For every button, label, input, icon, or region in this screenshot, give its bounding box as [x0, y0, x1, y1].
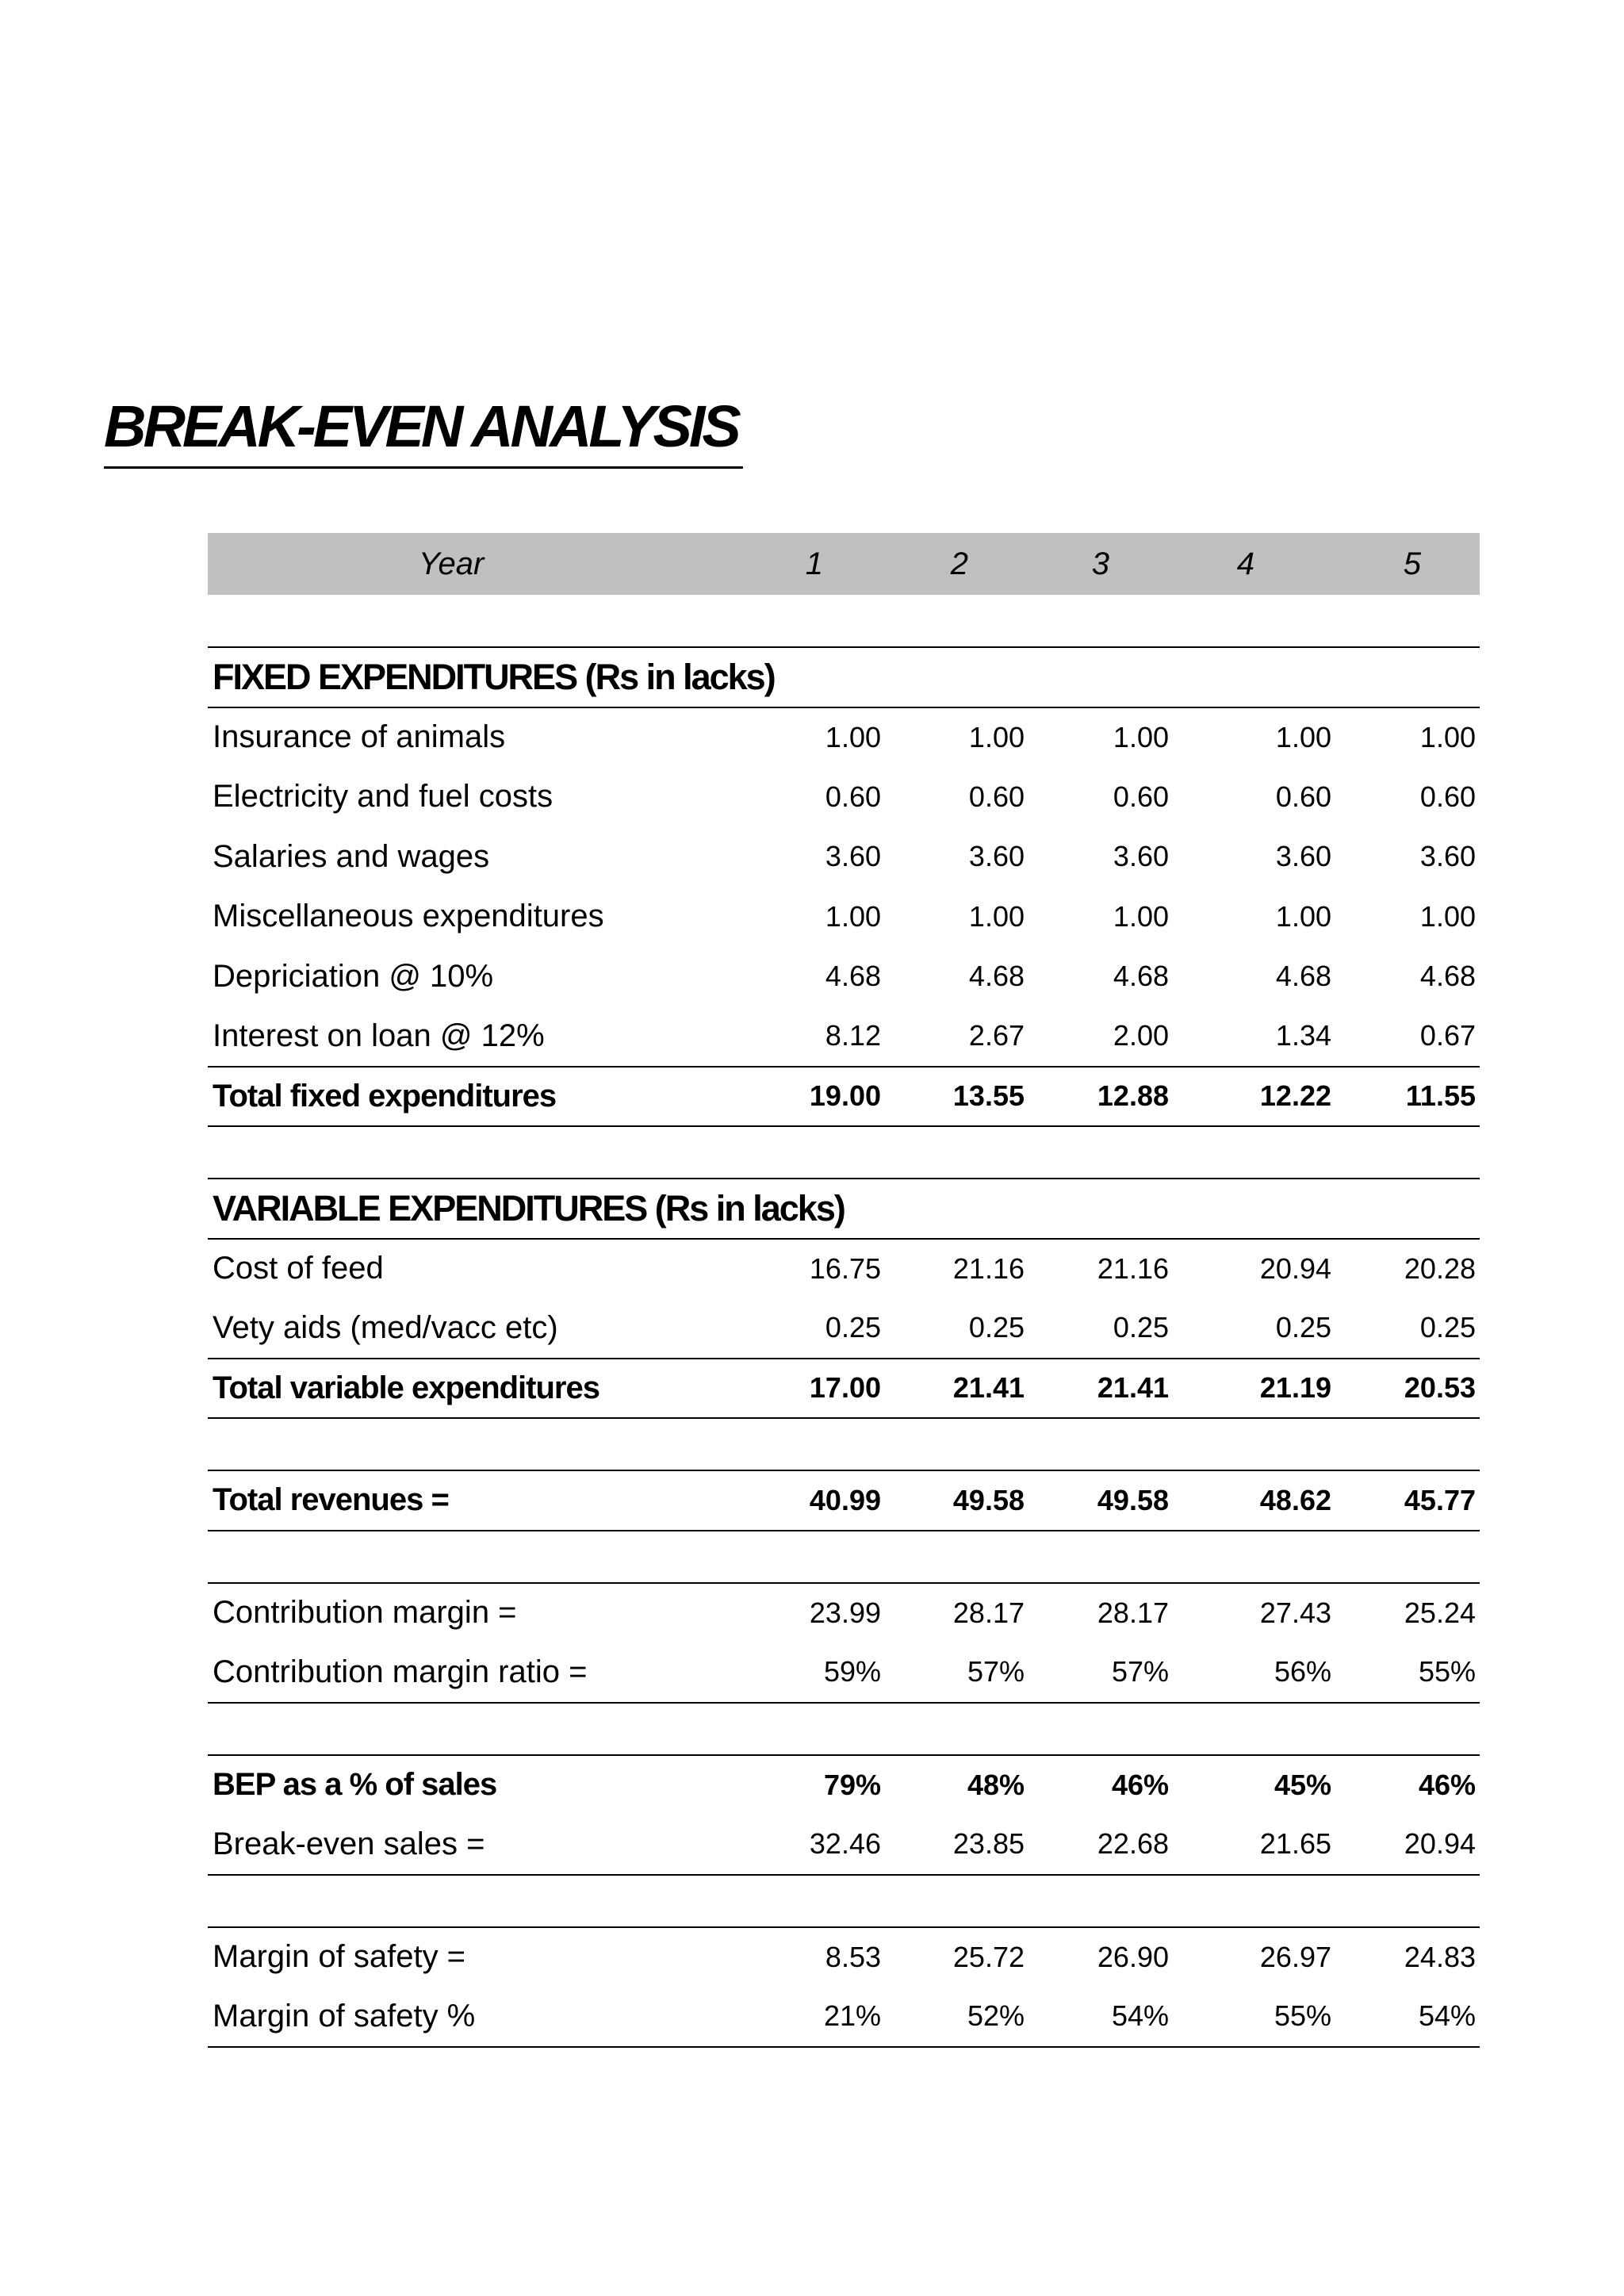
- cell-value: 32.46: [737, 1815, 885, 1875]
- row-label: Contribution margin ratio =: [208, 1642, 737, 1703]
- cell-value: 0.25: [968, 1311, 1025, 1344]
- cell-value: 4.68: [968, 960, 1025, 993]
- cell-value: 13.55: [885, 1067, 1028, 1127]
- row-label: Vety aids (med/vacc etc): [213, 1309, 558, 1345]
- cell-value: 1.00: [1275, 899, 1331, 933]
- cell-value: 49.58: [1028, 1470, 1173, 1531]
- row-label: Cost of feed: [213, 1251, 384, 1286]
- contribution-margin-ratio-row: [208, 1642, 1480, 1703]
- cell-value: 12.22: [1173, 1067, 1335, 1127]
- cell-value: 1.00: [1419, 899, 1476, 933]
- cell-value: 1.00: [968, 899, 1025, 933]
- table-row: [208, 947, 1480, 1007]
- table-row: [208, 887, 1480, 947]
- cell-value: 46%: [1028, 1755, 1173, 1815]
- cell-value: 0.60: [968, 780, 1025, 813]
- cell-value: 59%: [737, 1642, 885, 1703]
- cell-value: 8.12: [825, 1019, 881, 1052]
- year-header-row: [208, 533, 1480, 595]
- cell-value: 45.77: [1335, 1470, 1480, 1531]
- cell-value: 1.00: [1113, 720, 1169, 753]
- cell-value: 27.43: [1173, 1583, 1335, 1643]
- cell-value: 3.60: [1113, 840, 1169, 873]
- cell-value: 1.00: [825, 720, 881, 753]
- cell-value: 79%: [737, 1755, 885, 1815]
- cell-value: 57%: [885, 1642, 1028, 1703]
- cell-value: 0.25: [1419, 1311, 1476, 1344]
- cell-value: 21.19: [1173, 1359, 1335, 1419]
- cell-value: 20.94: [1259, 1251, 1331, 1285]
- cell-value: 0.67: [1419, 1019, 1476, 1052]
- row-label: Interest on loan @ 12%: [213, 1018, 545, 1053]
- row-label: Miscellaneous expenditures: [213, 899, 604, 934]
- cell-value: 16.75: [809, 1251, 881, 1285]
- cell-value: 2.00: [1113, 1019, 1169, 1052]
- cell-value: 3.60: [1419, 840, 1476, 873]
- cell-value: 23.85: [885, 1815, 1028, 1875]
- table-row: [208, 767, 1480, 827]
- cell-value: 23.99: [737, 1583, 885, 1643]
- cell-value: 28.17: [1028, 1583, 1173, 1643]
- margin-of-safety-row: [208, 1927, 1480, 1987]
- row-label: Total fixed expenditures: [208, 1067, 737, 1127]
- cell-value: 24.83: [1335, 1927, 1480, 1987]
- cell-value: 1.34: [1275, 1019, 1331, 1052]
- cell-value: 1.00: [1275, 720, 1331, 753]
- cell-value: 28.17: [885, 1583, 1028, 1643]
- year-4: 4: [1236, 546, 1254, 581]
- variable-expenditures-heading: [208, 1179, 1480, 1239]
- cell-value: 49.58: [885, 1470, 1028, 1531]
- cell-value: 4.68: [1419, 960, 1476, 993]
- section-heading: VARIABLE EXPENDITURES (Rs in lacks): [208, 1179, 1480, 1239]
- cell-value: 55%: [1335, 1642, 1480, 1703]
- cell-value: 45%: [1173, 1755, 1335, 1815]
- total-revenues-row: [208, 1470, 1480, 1531]
- table-row: [208, 1298, 1480, 1359]
- year-2: 2: [950, 546, 968, 581]
- year-5: 5: [1403, 546, 1421, 581]
- cell-value: 19.00: [737, 1067, 885, 1127]
- cell-value: 22.68: [1028, 1815, 1173, 1875]
- cell-value: 20.53: [1335, 1359, 1480, 1419]
- cell-value: 21%: [737, 1987, 885, 2047]
- bep-percent-row: [208, 1755, 1480, 1815]
- table-row: [208, 1006, 1480, 1067]
- cell-value: 2.67: [968, 1019, 1025, 1052]
- cell-value: 57%: [1028, 1642, 1173, 1703]
- row-label: Total revenues =: [208, 1470, 737, 1531]
- cell-value: 8.53: [737, 1927, 885, 1987]
- row-label: Total variable expenditures: [208, 1359, 737, 1419]
- row-label: Salaries and wages: [213, 838, 490, 874]
- cell-value: 46%: [1335, 1755, 1480, 1815]
- cell-value: 21.65: [1173, 1815, 1335, 1875]
- cell-value: 21.16: [1097, 1251, 1169, 1285]
- cell-value: 3.60: [968, 840, 1025, 873]
- table-row: [208, 707, 1480, 768]
- total-variable-row: [208, 1359, 1480, 1419]
- cell-value: 4.68: [825, 960, 881, 993]
- cell-value: 21.41: [1028, 1359, 1173, 1419]
- cell-value: 40.99: [737, 1470, 885, 1531]
- cell-value: 0.60: [1419, 780, 1476, 813]
- total-fixed-row: [208, 1067, 1480, 1127]
- cell-value: 54%: [1028, 1987, 1173, 2047]
- year-3: 3: [1091, 546, 1109, 581]
- breakeven-sales-row: [208, 1815, 1480, 1875]
- cell-value: 4.68: [1113, 960, 1169, 993]
- row-label: Depriciation @ 10%: [213, 958, 494, 994]
- table-row: [208, 827, 1480, 887]
- cell-value: 1.00: [968, 720, 1025, 753]
- cell-value: 55%: [1173, 1987, 1335, 2047]
- row-label: Contribution margin =: [208, 1583, 737, 1643]
- break-even-table: [208, 533, 1480, 2048]
- cell-value: 1.00: [1419, 720, 1476, 753]
- row-label: BEP as a % of sales: [208, 1755, 737, 1815]
- row-label: Electricity and fuel costs: [213, 779, 553, 815]
- cell-value: 0.60: [1113, 780, 1169, 813]
- row-label: Break-even sales =: [208, 1815, 737, 1875]
- cell-value: 0.25: [1275, 1311, 1331, 1344]
- year-label: Year: [419, 546, 485, 581]
- cell-value: 1.00: [825, 899, 881, 933]
- row-label: Margin of safety =: [208, 1927, 737, 1987]
- cell-value: 3.60: [825, 840, 881, 873]
- cell-value: 0.60: [1275, 780, 1331, 813]
- cell-value: 26.97: [1173, 1927, 1335, 1987]
- cell-value: 21.16: [952, 1251, 1025, 1285]
- cell-value: 48.62: [1173, 1470, 1335, 1531]
- year-1: 1: [805, 546, 823, 581]
- cell-value: 17.00: [737, 1359, 885, 1419]
- cell-value: 26.90: [1028, 1927, 1173, 1987]
- cell-value: 3.60: [1275, 840, 1331, 873]
- cell-value: 52%: [885, 1987, 1028, 2047]
- contribution-margin-row: [208, 1583, 1480, 1643]
- cell-value: 0.25: [1113, 1311, 1169, 1344]
- cell-value: 0.60: [825, 780, 881, 813]
- cell-value: 25.24: [1335, 1583, 1480, 1643]
- fixed-expenditures-heading: [208, 647, 1480, 707]
- cell-value: 20.28: [1404, 1251, 1476, 1285]
- cell-value: 20.94: [1335, 1815, 1480, 1875]
- cell-value: 21.41: [885, 1359, 1028, 1419]
- cell-value: 11.55: [1335, 1067, 1480, 1127]
- cell-value: 4.68: [1275, 960, 1331, 993]
- section-heading: FIXED EXPENDITURES (Rs in lacks): [208, 647, 1480, 707]
- cell-value: 48%: [885, 1755, 1028, 1815]
- cell-value: 0.25: [825, 1311, 881, 1344]
- page-title: BREAK-EVEN ANALYSIS: [104, 387, 743, 469]
- cell-value: 54%: [1335, 1987, 1480, 2047]
- cell-value: 1.00: [1113, 899, 1169, 933]
- table-row: [208, 1239, 1480, 1299]
- cell-value: 25.72: [885, 1927, 1028, 1987]
- row-label: Margin of safety %: [208, 1987, 737, 2047]
- cell-value: 12.88: [1028, 1067, 1173, 1127]
- margin-of-safety-percent-row: [208, 1987, 1480, 2047]
- row-label: Insurance of animals: [213, 719, 506, 755]
- cell-value: 56%: [1173, 1642, 1335, 1703]
